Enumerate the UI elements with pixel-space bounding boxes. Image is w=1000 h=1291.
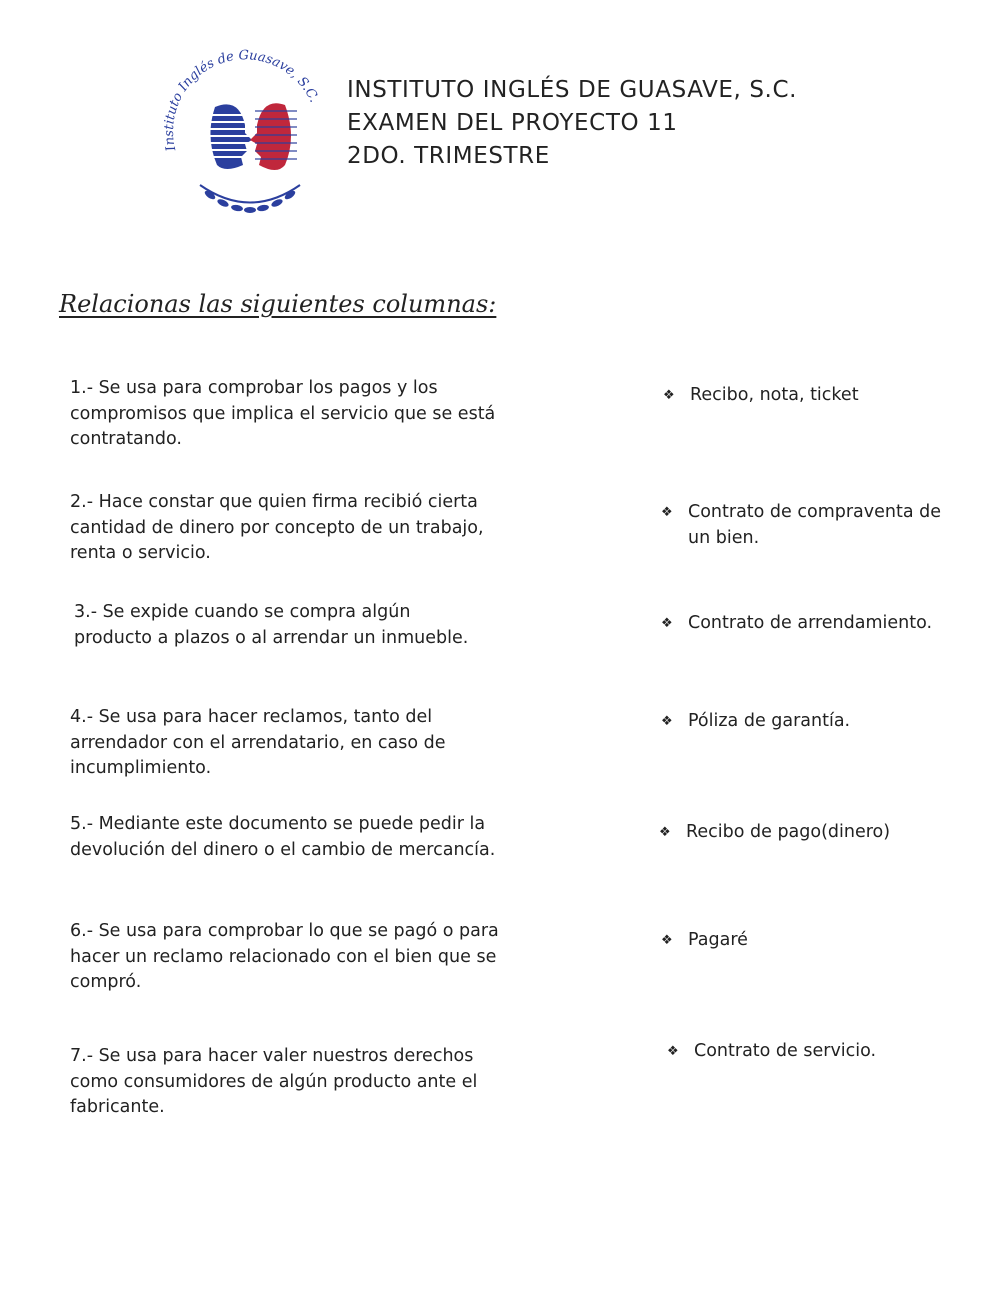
diamond-bullet-icon: ❖	[663, 388, 675, 403]
header-exam-title: EXAMEN DEL PROYECTO 11	[347, 110, 678, 136]
diamond-bullet-icon: ❖	[667, 1044, 679, 1059]
question-5: 5.- Mediante este documento se puede pedir la devolución del dinero o el cambio de mercancía.	[70, 814, 496, 860]
logo-arc-text: Instituto Inglés de Guasave, S.C.	[161, 48, 322, 153]
diamond-bullet-icon: ❖	[661, 505, 673, 520]
header	[347, 74, 797, 173]
answer-5	[659, 820, 996, 846]
answer-text: Contrato de compraventa de un bien.	[688, 502, 942, 548]
answer-text: Contrato de arrendamiento.	[688, 613, 933, 633]
question-4: 4.- Se usa para hacer reclamos, tanto del arrendador con el arrendatario, en caso de incumplimiento.	[70, 707, 446, 778]
answer-7	[667, 1039, 1000, 1065]
diamond-bullet-icon: ❖	[659, 825, 671, 840]
diamond-bullet-icon: ❖	[661, 714, 673, 729]
answer-text: Póliza de garantía.	[688, 711, 851, 731]
question-2: 2.- Hace constar que quien firma recibió cierta cantidad de dinero por concepto de un trabajo, renta o servicio.	[70, 492, 484, 563]
answer-text: Pagaré	[688, 930, 748, 950]
question-1: 1.- Se usa para comprobar los pagos y los compromisos que implica el servicio que se está contratando.	[70, 378, 496, 449]
institute-logo	[155, 45, 345, 230]
answer-text: Contrato de servicio.	[694, 1041, 877, 1061]
diamond-bullet-icon: ❖	[661, 933, 673, 948]
header-term: 2DO. TRIMESTRE	[347, 143, 550, 169]
answer-4	[661, 709, 998, 735]
answer-2	[661, 500, 968, 551]
question-3: 3.- Se expide cuando se compra algún producto a plazos o al arrendar un inmueble.	[74, 602, 469, 648]
question-7: 7.- Se usa para hacer valer nuestros derechos como consumidores de algún producto ante el fabricante.	[70, 1046, 478, 1117]
answer-3	[661, 611, 998, 637]
laurel-wreath	[200, 185, 300, 213]
red-profile	[250, 103, 297, 170]
answer-1	[663, 383, 1000, 409]
answer-6	[661, 928, 998, 954]
question-6: 6.- Se usa para comprobar lo que se pagó o para hacer un reclamo relacionado con el bien que se compró.	[70, 921, 499, 992]
header-institute-name: INSTITUTO INGLÉS DE GUASAVE, S.C.	[347, 77, 798, 103]
answer-text: Recibo, nota, ticket	[690, 385, 859, 405]
blue-profile	[207, 104, 252, 169]
diamond-bullet-icon: ❖	[661, 616, 673, 631]
instruction-heading: Relacionas las siguientes columnas:	[59, 290, 497, 318]
answer-text: Recibo de pago(dinero)	[686, 822, 891, 842]
